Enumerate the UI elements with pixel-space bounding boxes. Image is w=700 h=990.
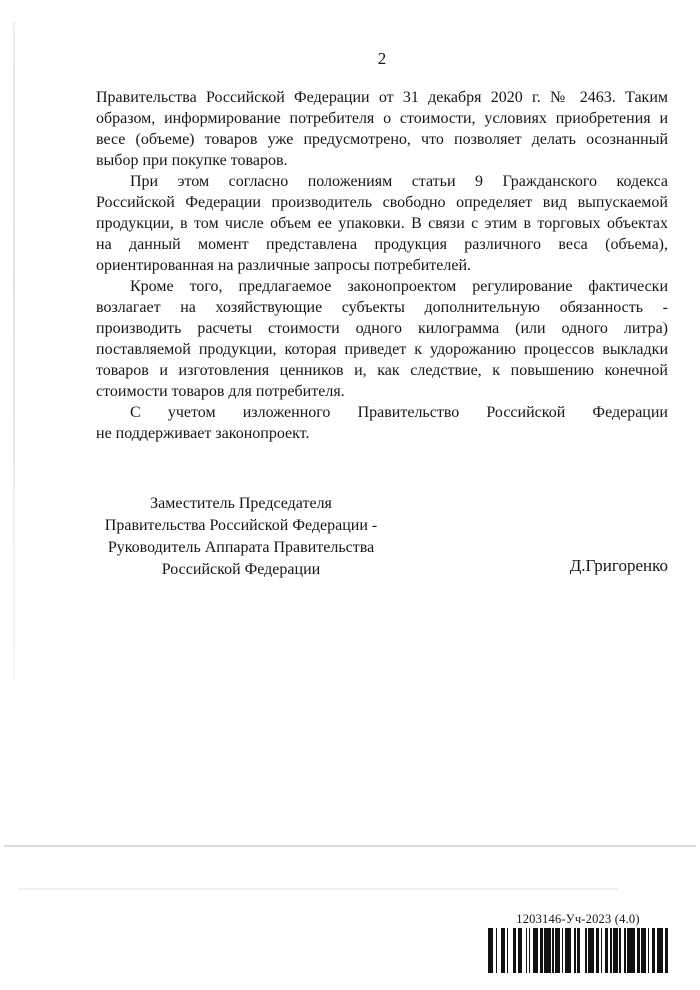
signatory-position-line: Российской Федерации	[161, 561, 321, 578]
document-body	[96, 87, 668, 444]
barcode-bar	[665, 928, 668, 973]
barcode-label: 1203146-Уч-2023 (4.0)	[516, 912, 640, 926]
text-line: С учетом изложенного Правительство Российской Федерации	[130, 404, 668, 421]
text-line: стоимости товаров для потребителя.	[96, 383, 345, 400]
scan-line-artifact	[18, 888, 618, 890]
text-line: не поддерживает законопроект.	[96, 425, 310, 442]
scan-edge-artifact	[13, 22, 15, 682]
barcode	[488, 912, 668, 973]
page-number: 2	[377, 49, 387, 68]
text-line: Российской Федерации производитель свободно определяет вид выпускаемой	[96, 194, 668, 211]
text-line: образом, информирование потребителя о стоимости, условиях приобретения и	[96, 110, 668, 127]
text-line: выбор при покупке товаров.	[96, 152, 288, 169]
scan-line-artifact	[4, 845, 696, 847]
signatory-position-line: Правительства Российской Федерации -	[104, 517, 378, 534]
signatory-position-line: Заместитель Председателя	[150, 495, 332, 512]
text-line: весе (объеме) товаров уже предусмотрено, что позволяет делать осознанный	[96, 131, 668, 148]
text-line: ориентированная на различные запросы потребителей.	[96, 257, 472, 274]
text-line: возлагает на хозяйствующие субъекты дополнительную обязанность -	[96, 299, 668, 316]
text-line: При этом согласно положениям статьи 9 Гражданского кодекса	[130, 173, 668, 190]
text-line: товаров и изготовления ценников и, как следствие, к повышению конечной	[96, 362, 668, 379]
paragraph	[96, 276, 668, 402]
signatory-name: Д.Григоренко	[569, 556, 668, 575]
signature-block	[88, 493, 394, 581]
text-line: продукции, в том числе объем ее упаковки. В связи с этим в торговых объектах	[96, 215, 668, 232]
text-line: Правительства Российской Федерации от 31 декабря 2020 г. № 2463. Таким	[96, 89, 668, 106]
paragraph	[96, 87, 668, 171]
barcode-bar	[627, 928, 635, 973]
text-line: на данный момент представлена продукция различного веса (объема),	[96, 236, 668, 253]
barcode-bars	[488, 928, 668, 973]
text-line: Кроме того, предлагаемое законопроектом регулирование фактически	[130, 278, 668, 295]
text-line: поставляемой продукции, которая приведет к удорожанию процессов выкладки	[96, 341, 668, 358]
text-line: производить расчеты стоимости одного килограмма (или одного литра)	[96, 320, 668, 337]
paragraph	[96, 171, 668, 276]
signatory-position-line: Руководитель Аппарата Правительства	[107, 539, 375, 556]
paragraph	[96, 402, 668, 444]
